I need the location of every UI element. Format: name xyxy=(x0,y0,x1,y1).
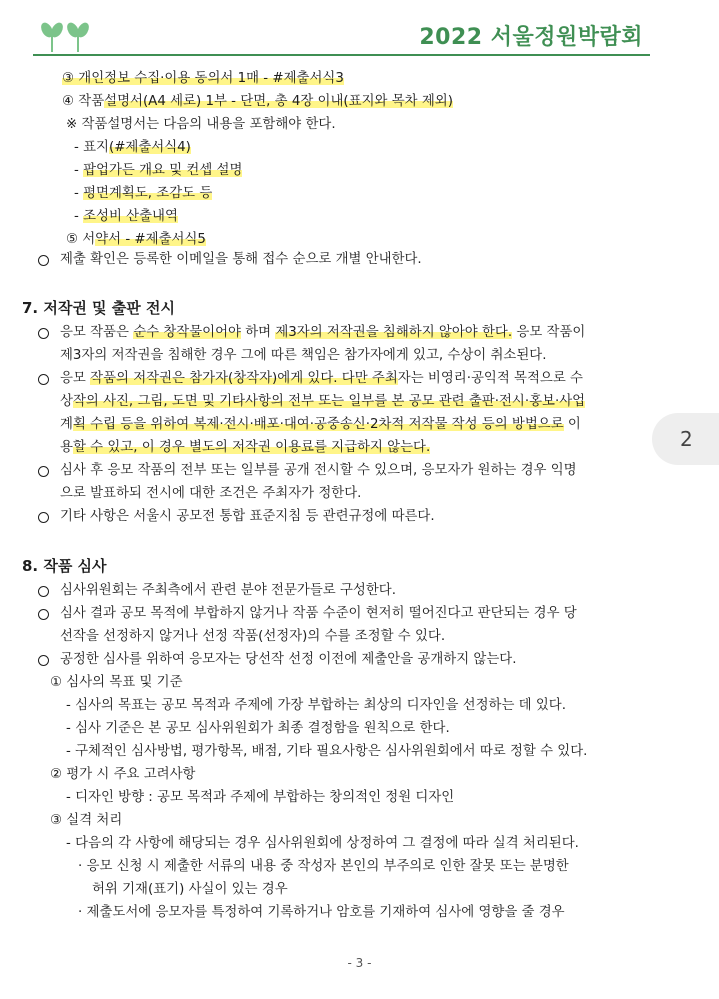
note-text: ※ 작품설명서는 다음의 내용을 포함해야 한다. xyxy=(66,117,336,132)
bullet-circle-icon xyxy=(38,255,49,266)
bullet-circle-icon xyxy=(38,512,49,523)
page-footer: - 3 - xyxy=(347,956,372,970)
paragraph: 으로 발표하되 전시에 대한 조건은 주최자가 정한다. xyxy=(60,486,362,501)
list-item: - 디자인 방향 : 공모 목적과 주제에 부합하는 창의적인 정원 디자인 xyxy=(66,790,455,805)
list-item: - 다음의 각 사항에 해당되는 경우 심사위원회에 상정하여 그 결정에 따라 실격 처리된다. xyxy=(66,836,579,851)
list-item: - 심사 기준은 본 공모 심사위원회가 최종 결정함을 원칙으로 한다. xyxy=(66,721,450,736)
paragraph: 상작의 사진, 그림, 도면 및 기타사항의 전부 또는 일부를 본 공모 관련 출판·전시·홍보·사업 xyxy=(60,394,586,409)
list-item: - 심사의 목표는 공모 목적과 주제에 가장 부합하는 최상의 디자인을 선정하는 데 있다. xyxy=(66,698,566,713)
bullet-circle-icon xyxy=(38,655,49,666)
subsection-title: ① 심사의 목표 및 기준 xyxy=(50,675,183,690)
paragraph: 응모 작품은 순수 창작물이어야 하며 제3자의 저작권을 침해하지 않아야 한다. 응모 작품이 xyxy=(60,325,586,340)
paragraph: 용할 수 있고, 이 경우 별도의 저작권 이용료를 지급하지 않는다. xyxy=(60,440,431,455)
list-item: · 제출도서에 응모자를 특정하여 기록하거나 암호를 기재하여 심사에 영향을 줄 경우 xyxy=(78,905,565,920)
list-item: - 팝업가든 개요 및 컨셉 설명 xyxy=(74,163,243,178)
paragraph: 공정한 심사를 위하여 응모자는 당선작 선정 이전에 제출안을 공개하지 않는다. xyxy=(60,652,517,667)
paragraph: 응모 작품의 저작권은 참가자(창작자)에게 있다. 다만 주최자는 비영리·공익적 목적으로 수 xyxy=(60,371,583,386)
sprout-icon xyxy=(40,14,100,54)
list-item: - 표지(#제출서식4) xyxy=(74,140,191,155)
list-item: - 구체적인 심사방법, 평가항목, 배점, 기타 필요사항은 심사위원회에서 따로 정할 수 있다. xyxy=(66,744,588,759)
paragraph: 기타 사항은 서울시 공모전 통합 표준지침 등 관련규정에 따른다. xyxy=(60,509,435,524)
section-title: 7. 저작권 및 출판 전시 xyxy=(22,299,175,317)
paragraph: 제3자의 저작권을 침해한 경우 그에 따른 책임은 참가자에게 있고, 수상이 취소된다. xyxy=(60,348,547,363)
list-item: · 응모 신청 시 제출한 서류의 내용 중 작성자 본인의 부주의로 인한 잘못 또는 분명한 xyxy=(78,859,569,874)
header-title: 2022 서울정원박람회 xyxy=(419,25,643,50)
page-number-tab[interactable]: 2 xyxy=(652,413,719,465)
subsection-title: ③ 실격 처리 xyxy=(50,813,123,828)
section-title: 8. 작품 심사 xyxy=(22,557,107,575)
bullet-circle-icon xyxy=(38,328,49,339)
bullet-circle-icon xyxy=(38,586,49,597)
bullet-circle-icon xyxy=(38,609,49,620)
paragraph: 제출 확인은 등록한 이메일을 통해 접수 순으로 개별 안내한다. xyxy=(60,252,422,267)
paragraph: 심사 결과 공모 목적에 부합하지 않거나 작품 수준이 현저히 떨어진다고 판단되는 경우 당 xyxy=(60,606,577,621)
bullet-circle-icon xyxy=(38,374,49,385)
list-item: ③ 개인정보 수집·이용 동의서 1매 - #제출서식3 xyxy=(62,71,344,86)
list-item: 허위 기재(표기) 사실이 있는 경우 xyxy=(92,882,288,897)
paragraph: 심사위원회는 주최측에서 관련 분야 전문가들로 구성한다. xyxy=(60,583,396,598)
list-item: - 평면계획도, 조감도 등 xyxy=(74,186,213,201)
subsection-title: ② 평가 시 주요 고려사항 xyxy=(50,767,196,782)
list-item: ④ 작품설명서(A4 세로) 1부 - 단면, 총 4장 이내(표지와 목차 제외) xyxy=(62,94,453,109)
list-item: - 조성비 산출내역 xyxy=(74,209,178,224)
paragraph: 계획 수립 등을 위하여 복제·전시·배포·대여·공중송신·2차적 저작물 작성 등의 방법으로 이 xyxy=(60,417,581,432)
paragraph: 선작을 선정하지 않거나 선정 작품(선정자)의 수를 조정할 수 있다. xyxy=(60,629,446,644)
paragraph: 심사 후 응모 작품의 전부 또는 일부를 공개 전시할 수 있으며, 응모자가 원하는 경우 익명 xyxy=(60,463,577,478)
list-item: ⑤ 서약서 - #제출서식5 xyxy=(66,232,206,247)
header-divider xyxy=(33,54,650,56)
bullet-circle-icon xyxy=(38,466,49,477)
